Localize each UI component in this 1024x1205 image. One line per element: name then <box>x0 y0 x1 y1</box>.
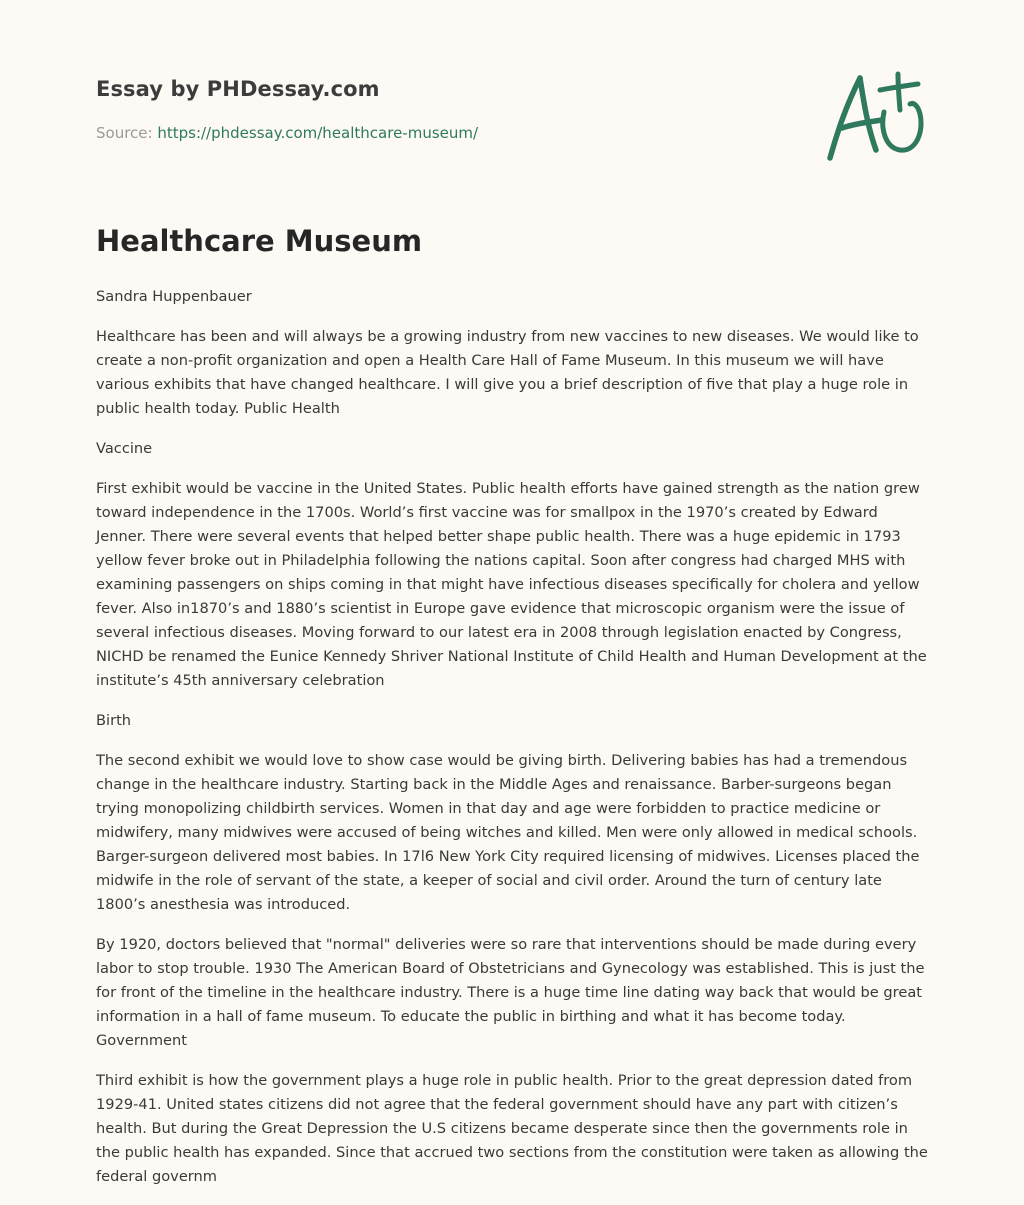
section-heading: Vaccine <box>96 440 153 457</box>
section-heading: Birth <box>96 712 132 729</box>
author-name: Sandra Huppenbauer <box>96 288 252 305</box>
source-line <box>96 124 478 142</box>
paragraph: Third exhibit is how the government plays a huge role in public health. Prior to the great depression dated from 1929-41. United states citizens did not agree that the federal government should have any part with citizen’s health. But during the Great Depression the U.S citizens became desperate since then the governments role in the public health has expanded. Since that accrued two sections from the constitution were taken as allowing the federal governm <box>96 1072 928 1185</box>
brand-title: Essay by PHDessay.com <box>96 77 380 101</box>
paragraph: Healthcare has been and will always be a growing industry from new vaccines to new diseases. We would like to create a non-profit organization and open a Health Care Hall of Fame Museum. In this museum we will have various exhibits that have changed healthcare. I will give you a brief description of five that play a huge role in public health today. Public Health <box>96 328 919 417</box>
paragraph: The second exhibit we would love to show case would be giving birth. Delivering babies has had a tremendous change in the healthcare industry. Starting back in the Middle Ages and renaissance. Barber-surgeons began trying monopolizing childbirth services. Women in that day and age were forbidden to practice medicine or midwifery, many midwives were accused of being witches and killed. Men were only allowed in medical schools. Barger-surgeon delivered most babies. In 17l6 New York City required licensing of midwives. Licenses placed the midwife in the role of servant of the state, a keeper of social and civil order. Around the turn of century late 1800’s anesthesia was introduced. <box>96 752 920 913</box>
essay-title: Healthcare Museum <box>96 224 423 258</box>
essay-body <box>96 285 932 1205</box>
header <box>96 0 932 200</box>
source-link[interactable]: https://phdessay.com/healthcare-museum/ <box>157 124 479 142</box>
paragraph: First exhibit would be vaccine in the United States. Public health efforts have gained strength as the nation grew toward independence in the 1700s. World’s first vaccine was for smallpox in the 1970’s created by Edward Jenner. There were several events that helped better shape public health. There was a huge epidemic in 1793 yellow fever broke out in Philadelphia following the nations capital. Soon after congress had charged MHS with examining passengers on ships coming in that might have infectious diseases specifically for cholera and yellow fever. Also in1870’s and 1880’s scientist in Europe gave evidence that microscopic organism were the issue of several infectious diseases. Moving forward to our latest era in 2008 through legislation enacted by Congress, NICHD be renamed the Eunice Kennedy Shriver National Institute of Child Health and Human Development at the institute’s 45th anniversary celebration <box>96 480 927 689</box>
paragraph: By 1920, doctors believed that "normal" deliveries were so rare that interventions should be made during every labor to stop trouble. 1930 The American Board of Obstetricians and Gynecology was established. This is just the for front of the timeline in the healthcare industry. There is a huge time line dating way back that would be great information in a hall of fame museum. To educate the public in birthing and what it has become today. Government <box>96 936 925 1049</box>
a-plus-logo-icon <box>824 68 928 164</box>
source-label: Source: <box>96 124 158 142</box>
